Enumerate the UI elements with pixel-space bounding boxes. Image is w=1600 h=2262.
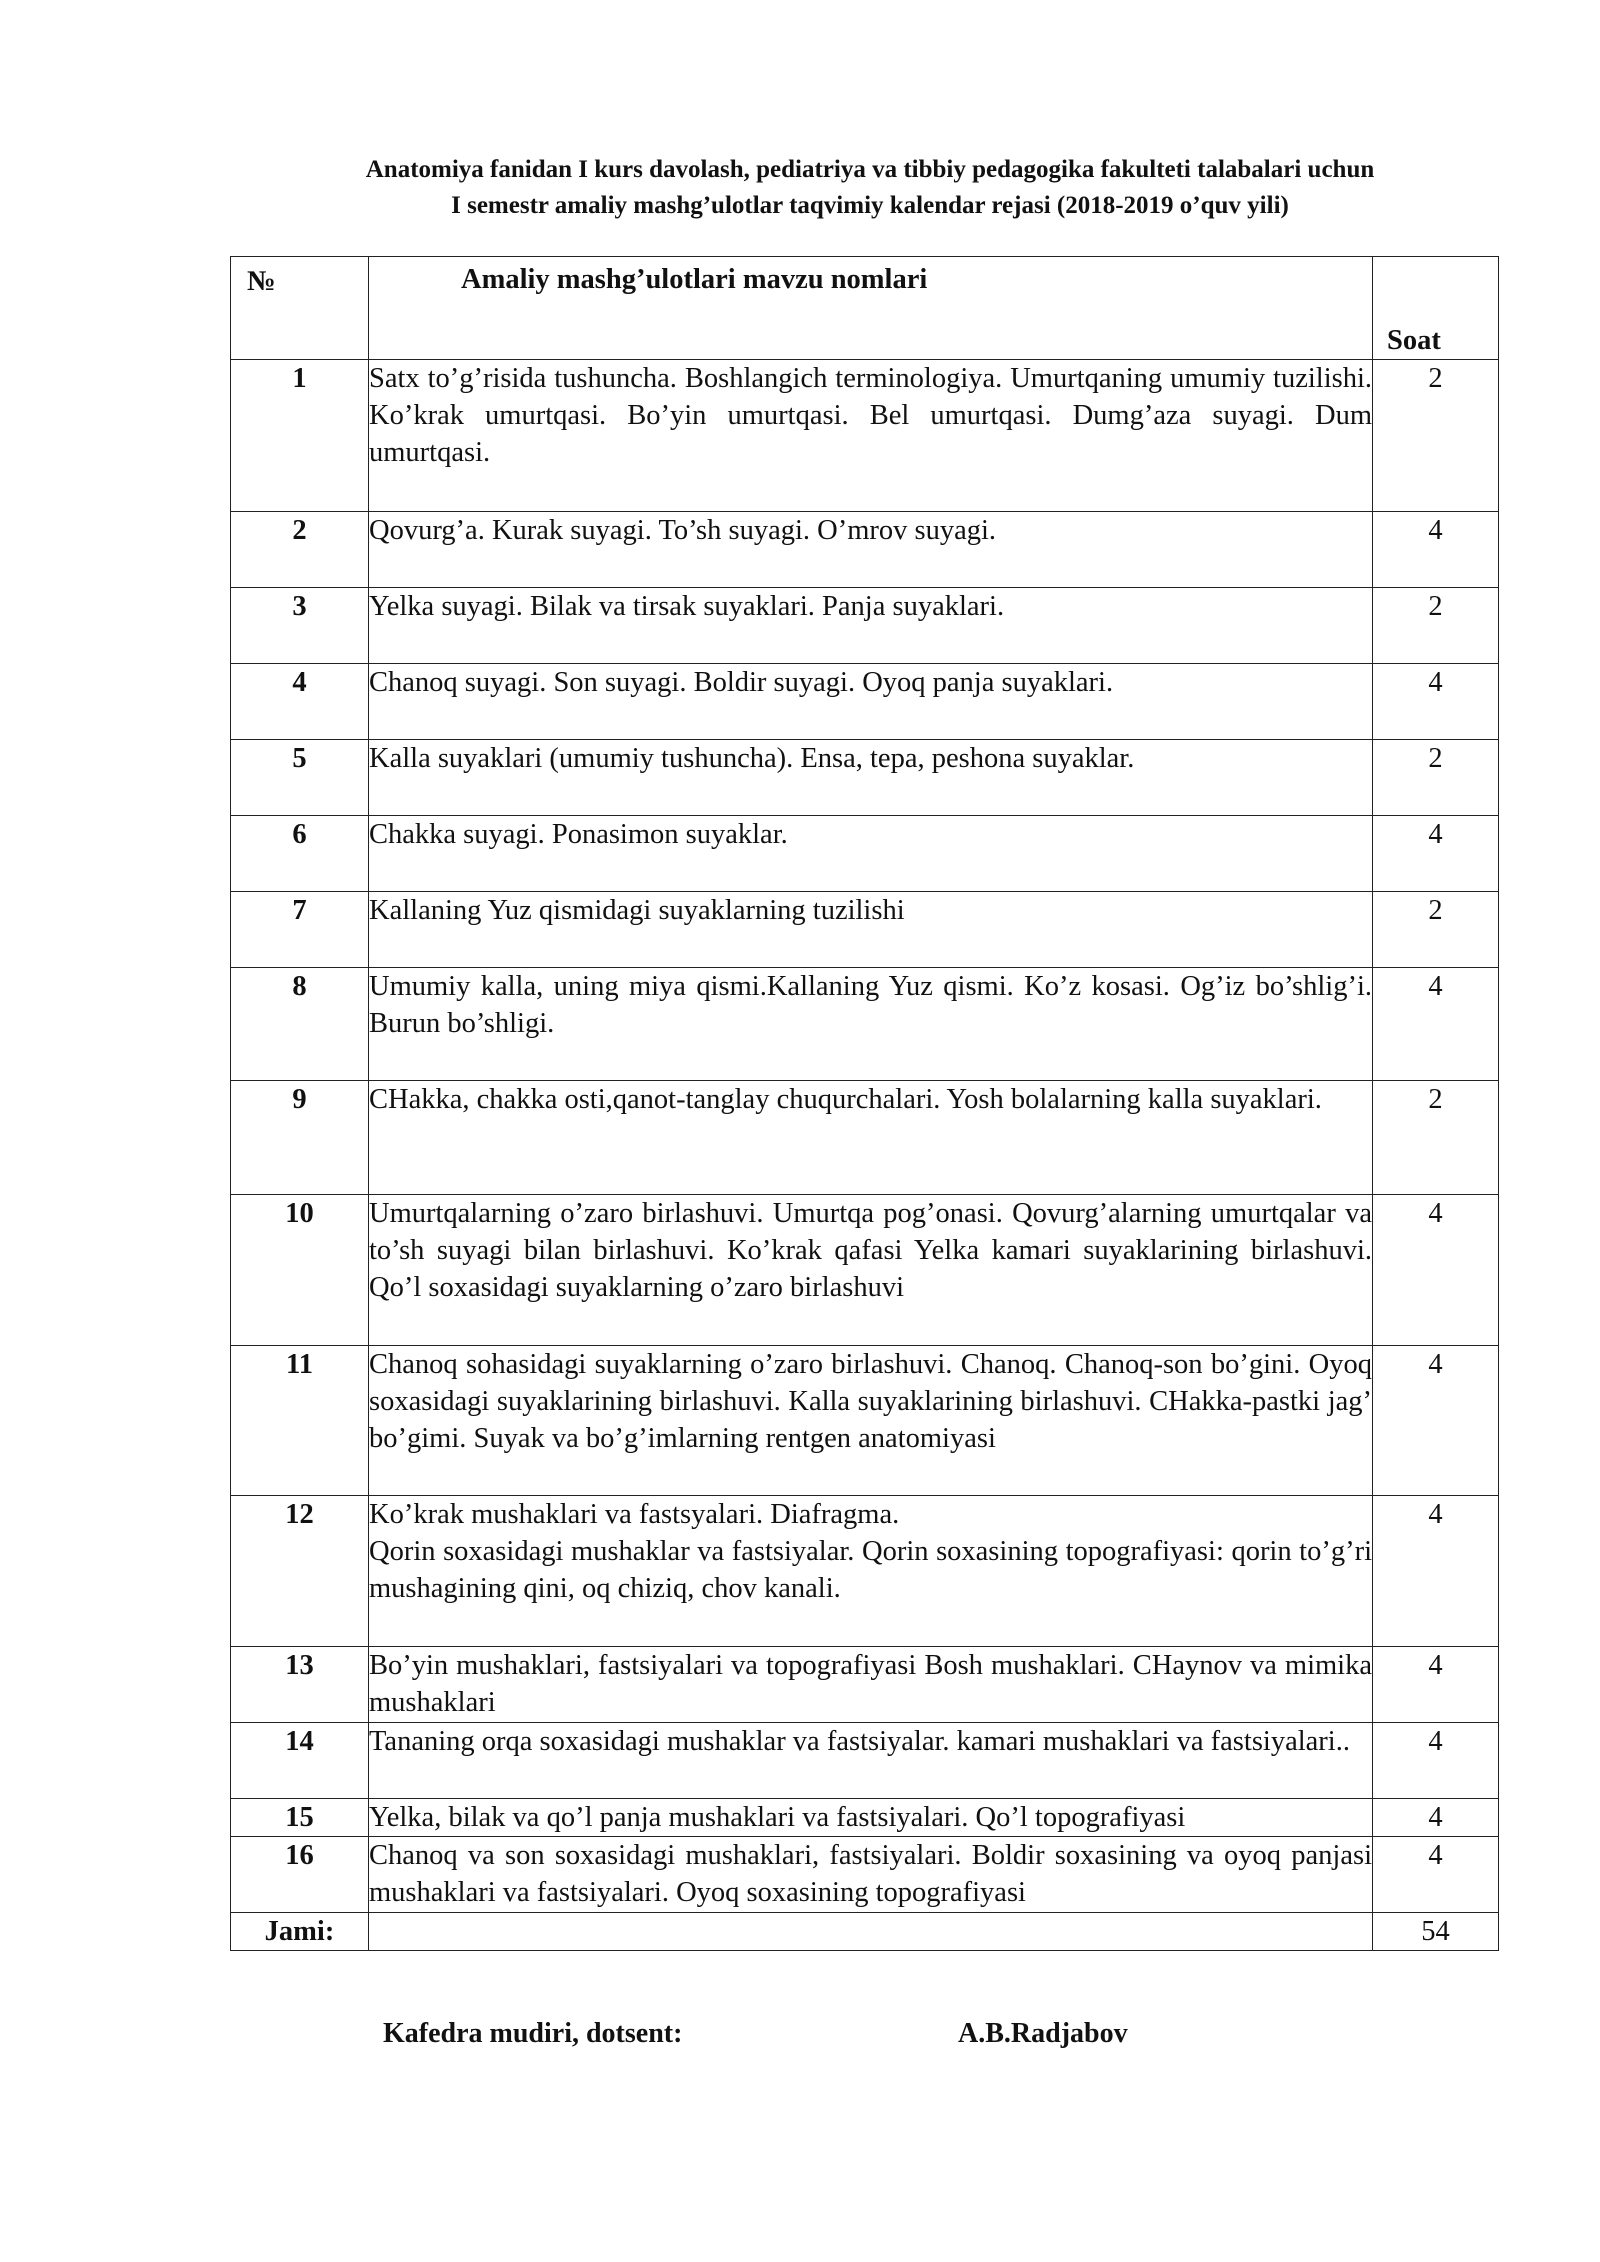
table-row: [231, 1647, 1499, 1723]
table-row: [231, 360, 1499, 512]
row-topic: Satx to’g’risida tushuncha. Boshlangich terminologiya. Umurtqaning umumiy tuzilishi. Ko’krak umurtqasi. Bo’yin umurtqasi. Bel umurtqasi. Dumg’aza suyagi. Dum umurtqasi.: [369, 360, 1373, 512]
row-number: 5: [231, 740, 369, 816]
row-hours: 4: [1373, 1647, 1499, 1723]
table-row: [231, 1496, 1499, 1647]
row-topic: Bo’yin mushaklari, fastsiyalari va topografiyasi Bosh mushaklari. CHaynov va mimika mushaklari: [369, 1647, 1373, 1723]
row-topic: Qovurg’a. Kurak suyagi. To’sh suyagi. O’mrov suyagi.: [369, 512, 1373, 588]
row-hours: 4: [1373, 968, 1499, 1081]
row-hours: 4: [1373, 512, 1499, 588]
row-number: 12: [231, 1496, 369, 1647]
row-topic: Kallaning Yuz qismidagi suyaklarning tuzilishi: [369, 892, 1373, 968]
table-row: [231, 512, 1499, 588]
row-topic-line-2: Qorin soxasidagi mushaklar va fastsiyalar. Qorin soxasining topografiyasi: qorin to’g’ri mushagining qini, oq chiziq, chov kanali.: [369, 1536, 1372, 1604]
row-number: 6: [231, 816, 369, 892]
total-empty-cell: [369, 1913, 1373, 1951]
row-number: 7: [231, 892, 369, 968]
row-topic: Umumiy kalla, uning miya qismi.Kallaning Yuz qismi. Ko’z kosasi. Og’iz bo’shlig’i. Burun bo’shligi.: [369, 968, 1373, 1081]
row-number: 11: [231, 1346, 369, 1496]
row-hours: 2: [1373, 892, 1499, 968]
total-label: Jami:: [231, 1913, 369, 1951]
row-hours: 4: [1373, 1799, 1499, 1837]
row-topic: Umurtqalarning o’zaro birlashuvi. Umurtqa pog’onasi. Qovurg’alarning umurtqalar va to’sh suyagi bilan birlashuvi. Ko’krak qafasi Yelka kamari suyaklarining birlashuvi. Qo’l soxasidagi suyaklarning o’zaro birlashuvi: [369, 1195, 1373, 1346]
row-topic: [369, 1496, 1373, 1647]
row-topic: Kalla suyaklari (umumiy tushuncha). Ensa, tepa, peshona suyaklar.: [369, 740, 1373, 816]
row-number: 4: [231, 664, 369, 740]
total-value: 54: [1373, 1913, 1499, 1951]
table-row: [231, 1346, 1499, 1496]
table-row: [231, 968, 1499, 1081]
row-hours: 2: [1373, 1081, 1499, 1195]
row-number: 2: [231, 512, 369, 588]
title-line-1: Anatomiya fanidan I kurs davolash, pediatriya va tibbiy pedagogika fakulteti talabalari uchun: [365, 156, 1375, 183]
row-topic: Chanoq va son soxasidagi mushaklari, fastsiyalari. Boldir soxasining va oyoq panjasi mushaklari va fastsiyalari. Oyoq soxasining topografiyasi: [369, 1837, 1373, 1913]
table-row: [231, 816, 1499, 892]
table-row: [231, 1195, 1499, 1346]
row-hours: 4: [1373, 1346, 1499, 1496]
row-hours: 4: [1373, 1723, 1499, 1799]
row-number: 3: [231, 588, 369, 664]
row-topic: CHakka, chakka osti,qanot-tanglay chuqurchalari. Yosh bolalarning kalla suyaklari.: [369, 1081, 1373, 1195]
row-number: 8: [231, 968, 369, 1081]
row-number: 16: [231, 1837, 369, 1913]
row-topic-line-1: Ko’krak mushaklari va fastsyalari. Diafragma.: [369, 1499, 900, 1530]
table-row: [231, 664, 1499, 740]
table-row: [231, 1837, 1499, 1913]
signature-role: Kafedra mudiri, dotsent:: [383, 2018, 683, 2049]
row-topic: Chanoq sohasidagi suyaklarning o’zaro birlashuvi. Chanoq. Chanoq-son bo’gini. Oyoq soxasidagi suyaklarining birlashuvi. Kalla suyaklarining birlashuvi. CHakka-pastki jag’ bo’gimi. Suyak va bo’g’imlarning rentgen anatomiyasi: [369, 1346, 1373, 1496]
row-hours: 4: [1373, 816, 1499, 892]
document-title: [200, 152, 1540, 224]
row-hours: 2: [1373, 740, 1499, 816]
table-row: [231, 1723, 1499, 1799]
table-row: [231, 588, 1499, 664]
row-topic: Yelka, bilak va qo’l panja mushaklari va fastsiyalari. Qo’l topografiyasi: [369, 1799, 1373, 1837]
row-topic: Chakka suyagi. Ponasimon suyaklar.: [369, 816, 1373, 892]
row-hours: 4: [1373, 1195, 1499, 1346]
table-row: [231, 740, 1499, 816]
table-row: [231, 1081, 1499, 1195]
table-row: [231, 892, 1499, 968]
row-number: 10: [231, 1195, 369, 1346]
row-number: 15: [231, 1799, 369, 1837]
row-topic: Tananing orqa soxasidagi mushaklar va fastsiyalar. kamari mushaklari va fastsiyalari..: [369, 1723, 1373, 1799]
row-hours: 4: [1373, 1496, 1499, 1647]
row-number: 1: [231, 360, 369, 512]
header-topic: Amaliy mashg’ulotlari mavzu nomlari: [369, 257, 1373, 360]
schedule-table: [230, 256, 1499, 1951]
row-number: 13: [231, 1647, 369, 1723]
header-hours: Soat: [1373, 257, 1499, 360]
row-number: 9: [231, 1081, 369, 1195]
total-row: [231, 1913, 1499, 1951]
header-number: №: [231, 257, 369, 360]
signature-name: A.B.Radjabov: [958, 2018, 1128, 2049]
row-hours: 2: [1373, 360, 1499, 512]
table-header-row: [231, 257, 1499, 360]
row-hours: 4: [1373, 1837, 1499, 1913]
table-row: [231, 1799, 1499, 1837]
row-hours: 4: [1373, 664, 1499, 740]
row-topic: Yelka suyagi. Bilak va tirsak suyaklari. Panja suyaklari.: [369, 588, 1373, 664]
row-topic: Chanoq suyagi. Son suyagi. Boldir suyagi. Oyoq panja suyaklari.: [369, 664, 1373, 740]
row-number: 14: [231, 1723, 369, 1799]
title-line-2: I semestr amaliy mashg’ulotlar taqvimiy kalendar rejasi (2018-2019 o’quv yili): [451, 192, 1289, 219]
row-hours: 2: [1373, 588, 1499, 664]
